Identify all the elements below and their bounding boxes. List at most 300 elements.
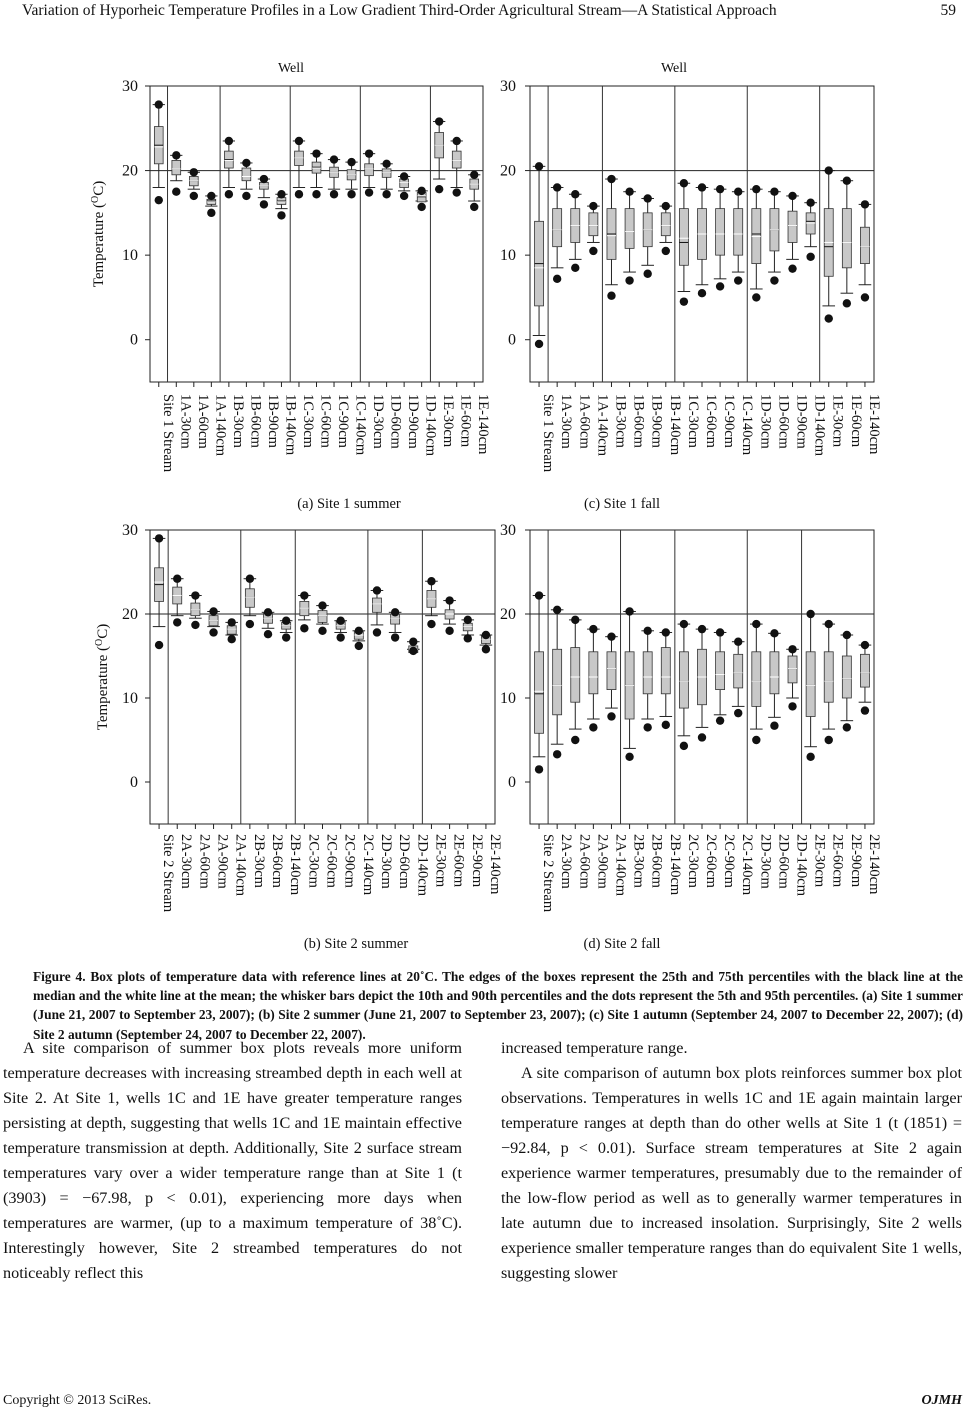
p95-dot bbox=[589, 625, 597, 633]
x-tick-label: 2B-140cm bbox=[287, 834, 304, 896]
p95-dot bbox=[553, 183, 561, 191]
x-tick-label: 2D-60cm bbox=[775, 834, 792, 889]
y-tick-label: 20 bbox=[500, 162, 516, 180]
x-tick-label: Site 2 Stream bbox=[540, 834, 557, 913]
box bbox=[365, 164, 374, 176]
p95-dot bbox=[482, 631, 490, 639]
x-tick-label: 2C-30cm bbox=[305, 834, 322, 888]
p95-dot bbox=[825, 620, 833, 628]
p5-dot bbox=[155, 196, 163, 204]
p5-dot bbox=[662, 247, 670, 255]
p95-dot bbox=[453, 137, 461, 145]
p95-dot bbox=[225, 137, 233, 145]
left-column bbox=[3, 1036, 462, 1286]
y-tick-label: 0 bbox=[508, 774, 516, 791]
x-tick-label: 2E-140cm bbox=[486, 834, 503, 895]
x-tick-label: 1A-30cm bbox=[558, 394, 575, 449]
x-tick-label: 2C-90cm bbox=[341, 834, 358, 888]
x-tick-label: 2D-30cm bbox=[377, 834, 394, 889]
p95-dot bbox=[535, 162, 543, 170]
box bbox=[788, 211, 797, 242]
box bbox=[571, 648, 580, 703]
well-label: Well bbox=[660, 61, 688, 76]
p95-dot bbox=[330, 155, 338, 163]
p95-dot bbox=[643, 627, 651, 635]
x-tick-label: 1B-140cm bbox=[282, 394, 299, 456]
p5-dot bbox=[752, 293, 760, 301]
p5-dot bbox=[417, 203, 425, 211]
p95-dot bbox=[190, 168, 198, 176]
p95-dot bbox=[625, 607, 633, 615]
p95-dot bbox=[680, 179, 688, 187]
plot-frame bbox=[150, 530, 495, 824]
box bbox=[242, 168, 251, 181]
p95-dot bbox=[435, 117, 443, 125]
p5-dot bbox=[643, 723, 651, 731]
p95-dot bbox=[228, 618, 236, 626]
p95-dot bbox=[734, 188, 742, 196]
box bbox=[589, 652, 598, 694]
p5-dot bbox=[209, 628, 217, 636]
p5-dot bbox=[445, 627, 453, 635]
panel-label: (d) Site 2 fall bbox=[583, 936, 661, 952]
p95-dot bbox=[242, 159, 250, 167]
p5-dot bbox=[734, 276, 742, 284]
p5-dot bbox=[355, 642, 363, 650]
p95-dot bbox=[295, 137, 303, 145]
panel-label: (b) Site 2 summer bbox=[303, 936, 409, 952]
x-tick-label: 2B-30cm bbox=[630, 834, 647, 888]
x-tick-label: 1B-60cm bbox=[247, 394, 264, 448]
box bbox=[788, 656, 797, 683]
x-tick-label: 1B-30cm bbox=[612, 394, 629, 448]
paragraph: A site comparison of autumn box plots reinforces summer box plot observations. Temperatures in wells 1C and 1E again maintain larger temperature ranges at depth than do other wells at Site 1 (t (1851) = −92.84, p < 0.01). Surface stream temperatures at Site 2 again experience warmer temperatures, presumably due to the remainder of the low-flow period as well as to generally warmer temperatures in late autumn due to increased insolation. Surprisingly, Site 2 wells experience smaller temperature ranges than do equivalent Site 1 wells, suggesting slower bbox=[501, 1064, 962, 1282]
p5-dot bbox=[242, 192, 250, 200]
x-tick-label: 2A-90cm bbox=[594, 834, 611, 889]
box bbox=[734, 654, 743, 688]
p95-dot bbox=[209, 607, 217, 615]
x-tick-label: 1D-90cm bbox=[405, 394, 422, 449]
p5-dot bbox=[535, 765, 543, 773]
p95-dot bbox=[417, 187, 425, 195]
p5-dot bbox=[409, 647, 417, 655]
x-tick-label: 2E-90cm bbox=[847, 834, 864, 888]
p5-dot bbox=[173, 618, 181, 626]
p95-dot bbox=[680, 620, 688, 628]
p95-dot bbox=[400, 172, 408, 180]
p95-dot bbox=[716, 628, 724, 636]
p95-dot bbox=[589, 202, 597, 210]
y-tick-label: 10 bbox=[500, 690, 516, 707]
p5-dot bbox=[806, 253, 814, 261]
x-tick-label: 1C-140cm bbox=[352, 394, 369, 456]
box bbox=[318, 611, 327, 623]
x-tick-label: 1B-60cm bbox=[630, 394, 647, 448]
p95-dot bbox=[825, 166, 833, 174]
x-tick-label: 1E-60cm bbox=[457, 394, 474, 448]
x-tick-label: 1A-60cm bbox=[194, 394, 211, 449]
p95-dot bbox=[277, 190, 285, 198]
x-tick-label: 2D-140cm bbox=[793, 834, 810, 897]
p5-dot bbox=[300, 624, 308, 632]
p95-dot bbox=[571, 616, 579, 624]
panel-label: (c) Site 1 fall bbox=[583, 496, 661, 512]
x-tick-label: 1D-60cm bbox=[387, 394, 404, 449]
p95-dot bbox=[464, 616, 472, 624]
p5-dot bbox=[571, 736, 579, 744]
x-tick-label: 2C-60cm bbox=[323, 834, 340, 888]
p5-dot bbox=[470, 203, 478, 211]
p95-dot bbox=[752, 185, 760, 193]
p95-dot bbox=[207, 192, 215, 200]
box bbox=[716, 209, 725, 256]
x-tick-label: 1B-30cm bbox=[229, 394, 246, 448]
p5-dot bbox=[225, 190, 233, 198]
p5-dot bbox=[435, 185, 443, 193]
p5-dot bbox=[260, 200, 268, 208]
p95-dot bbox=[155, 534, 163, 542]
p95-dot bbox=[260, 175, 268, 183]
p5-dot bbox=[191, 621, 199, 629]
p5-dot bbox=[571, 264, 579, 272]
y-axis-label: Temperature ($^O$C) bbox=[89, 180, 107, 288]
y-axis-label: Temperature ($^O$C) bbox=[93, 623, 111, 731]
p95-dot bbox=[843, 631, 851, 639]
p5-dot bbox=[172, 188, 180, 196]
x-tick-label: 2E-30cm bbox=[432, 834, 449, 888]
p95-dot bbox=[391, 608, 399, 616]
p95-dot bbox=[318, 601, 326, 609]
box bbox=[842, 209, 851, 268]
y-tick-label: 30 bbox=[122, 522, 138, 539]
p5-dot bbox=[553, 275, 561, 283]
p5-dot bbox=[716, 716, 724, 724]
p95-dot bbox=[427, 577, 435, 585]
p95-dot bbox=[788, 192, 796, 200]
x-tick-label: 1C-30cm bbox=[684, 394, 701, 448]
p5-dot bbox=[662, 721, 670, 729]
x-tick-label: 2D-140cm bbox=[414, 834, 431, 897]
y-tick-label: 10 bbox=[122, 247, 138, 265]
box bbox=[535, 652, 544, 733]
p95-dot bbox=[698, 625, 706, 633]
x-tick-label: 1D-60cm bbox=[775, 394, 792, 449]
box bbox=[661, 648, 670, 694]
p95-dot bbox=[698, 183, 706, 191]
p95-dot bbox=[282, 617, 290, 625]
p5-dot bbox=[155, 641, 163, 649]
p5-dot bbox=[825, 314, 833, 322]
x-tick-label: 1D-30cm bbox=[757, 394, 774, 449]
p95-dot bbox=[752, 620, 760, 628]
x-tick-label: 1E-140cm bbox=[865, 394, 882, 455]
p5-dot bbox=[806, 753, 814, 761]
p5-dot bbox=[277, 211, 285, 219]
box bbox=[553, 649, 562, 715]
box bbox=[716, 652, 725, 690]
y-tick-label: 30 bbox=[122, 78, 138, 95]
p5-dot bbox=[843, 299, 851, 307]
p5-dot bbox=[312, 190, 320, 198]
p5-dot bbox=[680, 297, 688, 305]
y-tick-label: 30 bbox=[500, 78, 516, 95]
x-tick-label: 2C-140cm bbox=[359, 834, 376, 896]
p5-dot bbox=[698, 733, 706, 741]
p95-dot bbox=[806, 610, 814, 618]
box bbox=[553, 209, 562, 247]
box bbox=[752, 652, 761, 707]
x-tick-label: 1E-30cm bbox=[440, 394, 457, 448]
p95-dot bbox=[770, 188, 778, 196]
p5-dot bbox=[336, 633, 344, 641]
x-tick-label: 2A-60cm bbox=[576, 834, 593, 889]
x-tick-label: 2A-30cm bbox=[558, 834, 575, 889]
y-tick-label: 20 bbox=[122, 606, 138, 623]
p5-dot bbox=[861, 293, 869, 301]
p95-dot bbox=[571, 190, 579, 198]
x-tick-label: Site 2 Stream bbox=[160, 834, 177, 913]
x-tick-label: 1E-60cm bbox=[847, 394, 864, 448]
copyright: Copyright © 2013 SciRes. bbox=[3, 1393, 152, 1408]
x-tick-label: 2E-140cm bbox=[865, 834, 882, 895]
p5-dot bbox=[295, 190, 303, 198]
box bbox=[806, 652, 815, 717]
p95-dot bbox=[264, 608, 272, 616]
p95-dot bbox=[355, 627, 363, 635]
box bbox=[770, 652, 779, 694]
p95-dot bbox=[806, 199, 814, 207]
box bbox=[842, 656, 851, 698]
p5-dot bbox=[382, 190, 390, 198]
box bbox=[679, 209, 688, 266]
p5-dot bbox=[453, 188, 461, 196]
x-tick-label: 2C-90cm bbox=[721, 834, 738, 888]
journal-abbrev: OJMH bbox=[921, 1393, 962, 1408]
x-tick-label: 2E-60cm bbox=[450, 834, 467, 888]
p5-dot bbox=[264, 630, 272, 638]
box bbox=[679, 652, 688, 708]
right-column bbox=[501, 1036, 962, 1286]
p95-dot bbox=[643, 194, 651, 202]
p5-dot bbox=[825, 736, 833, 744]
box bbox=[860, 227, 869, 263]
page-number: 59 bbox=[940, 2, 956, 19]
running-title: Variation of Hyporheic Temperature Profiles in a Low Gradient Third-Order Agricultural Stream—A Statistical Approach bbox=[22, 2, 777, 19]
p95-dot bbox=[662, 628, 670, 636]
y-tick-label: 10 bbox=[122, 690, 138, 707]
x-tick-label: 2B-60cm bbox=[269, 834, 286, 888]
x-tick-label: 1B-140cm bbox=[666, 394, 683, 456]
p95-dot bbox=[843, 177, 851, 185]
p95-dot bbox=[409, 638, 417, 646]
x-tick-label: 2E-60cm bbox=[829, 834, 846, 888]
box bbox=[372, 598, 381, 612]
p5-dot bbox=[643, 270, 651, 278]
p5-dot bbox=[373, 628, 381, 636]
p5-dot bbox=[589, 247, 597, 255]
y-tick-label: 0 bbox=[508, 331, 516, 349]
x-tick-label: 2C-60cm bbox=[703, 834, 719, 888]
x-tick-label: 2E-30cm bbox=[811, 834, 828, 888]
p95-dot bbox=[300, 591, 308, 599]
plot-frame bbox=[150, 86, 483, 382]
x-tick-label: 2D-30cm bbox=[757, 834, 774, 889]
p95-dot bbox=[770, 629, 778, 637]
y-tick-label: 20 bbox=[122, 162, 138, 180]
p95-dot bbox=[607, 175, 615, 183]
p5-dot bbox=[190, 192, 198, 200]
x-tick-label: 1C-140cm bbox=[739, 394, 756, 456]
p5-dot bbox=[427, 620, 435, 628]
x-tick-label: 1A-60cm bbox=[576, 394, 593, 449]
p5-dot bbox=[843, 723, 851, 731]
box bbox=[382, 169, 391, 177]
box bbox=[227, 626, 236, 634]
x-tick-label: 2A-90cm bbox=[214, 834, 231, 889]
p95-dot bbox=[347, 158, 355, 166]
p5-dot bbox=[207, 209, 215, 217]
p95-dot bbox=[172, 151, 180, 159]
p95-dot bbox=[382, 160, 390, 168]
x-tick-label: 1A-140cm bbox=[212, 394, 229, 457]
box bbox=[860, 654, 869, 687]
y-tick-label: 0 bbox=[130, 331, 138, 349]
y-tick-label: 20 bbox=[500, 606, 516, 623]
x-tick-label: 1B-90cm bbox=[648, 394, 665, 448]
p5-dot bbox=[330, 190, 338, 198]
p95-dot bbox=[445, 596, 453, 604]
paragraph: increased temperature range. bbox=[501, 1039, 688, 1057]
p5-dot bbox=[752, 736, 760, 744]
x-tick-label: 2D-60cm bbox=[396, 834, 413, 889]
x-tick-label: 1A-140cm bbox=[594, 394, 611, 457]
x-tick-label: 2C-30cm bbox=[684, 834, 701, 888]
x-tick-label: 1A-30cm bbox=[177, 394, 194, 449]
p95-dot bbox=[470, 171, 478, 179]
p95-dot bbox=[312, 149, 320, 157]
p95-dot bbox=[861, 641, 869, 649]
p5-dot bbox=[680, 742, 688, 750]
box bbox=[824, 652, 833, 702]
panel-label: (a) Site 1 summer bbox=[297, 496, 401, 512]
p5-dot bbox=[391, 633, 399, 641]
p5-dot bbox=[734, 709, 742, 717]
p95-dot bbox=[553, 606, 561, 614]
p95-dot bbox=[373, 586, 381, 594]
p95-dot bbox=[861, 200, 869, 208]
x-tick-label: 1D-140cm bbox=[422, 394, 439, 457]
x-tick-label: 1E-30cm bbox=[829, 394, 846, 448]
p5-dot bbox=[716, 282, 724, 290]
p5-dot bbox=[625, 753, 633, 761]
x-tick-label: 2A-140cm bbox=[612, 834, 629, 897]
p5-dot bbox=[464, 634, 472, 642]
figure-caption: Figure 4. Box plots of temperature data with reference lines at 20˚C. The edges of the boxes represent the 25th and 75th percentiles with the black line at the median and the white line at the mean; the whisker bars depict the 10th and 90th percentiles and the dots represent the 5th and 95th percentiles. (a) Site 1 summer (June 21, 2007 to September 23, 2007); (b) Site 2 summer (June 21, 2007 to September 23, 2007); (c) Site 1 autumn (September 24, 2007 to December 22, 2007); (d) Site 2 autumn (September 24, 2007 to December 22, 2007). bbox=[33, 969, 963, 1042]
y-tick-label: 30 bbox=[500, 522, 516, 539]
p95-dot bbox=[788, 645, 796, 653]
p5-dot bbox=[365, 188, 373, 196]
p95-dot bbox=[365, 149, 373, 157]
x-tick-label: 2B-30cm bbox=[250, 834, 267, 888]
x-tick-label: 2B-60cm bbox=[648, 834, 665, 888]
p95-dot bbox=[734, 638, 742, 646]
x-tick-label: 2A-30cm bbox=[178, 834, 195, 889]
x-tick-label: 2B-140cm bbox=[666, 834, 683, 896]
p95-dot bbox=[155, 100, 163, 108]
x-tick-label: 2A-60cm bbox=[196, 834, 213, 889]
p95-dot bbox=[535, 591, 543, 599]
p95-dot bbox=[716, 185, 724, 193]
box bbox=[734, 209, 743, 256]
box bbox=[589, 213, 598, 236]
p5-dot bbox=[770, 722, 778, 730]
x-tick-label: 2A-140cm bbox=[232, 834, 249, 897]
well-label: Well bbox=[277, 61, 305, 76]
p5-dot bbox=[770, 276, 778, 284]
x-tick-label: 1C-90cm bbox=[721, 394, 738, 448]
x-tick-label: 1C-30cm bbox=[299, 394, 316, 448]
p5-dot bbox=[861, 706, 869, 714]
p5-dot bbox=[788, 702, 796, 710]
p95-dot bbox=[173, 575, 181, 583]
box bbox=[625, 209, 634, 249]
p95-dot bbox=[246, 575, 254, 583]
box bbox=[643, 652, 652, 694]
box bbox=[661, 213, 670, 236]
p5-dot bbox=[607, 292, 615, 300]
p5-dot bbox=[282, 633, 290, 641]
p5-dot bbox=[400, 192, 408, 200]
p5-dot bbox=[318, 627, 326, 635]
p5-dot bbox=[788, 264, 796, 272]
p95-dot bbox=[625, 188, 633, 196]
p95-dot bbox=[336, 617, 344, 625]
x-tick-label: Site 1 Stream bbox=[159, 394, 176, 473]
p5-dot bbox=[589, 723, 597, 731]
box bbox=[245, 589, 254, 607]
p95-dot bbox=[662, 202, 670, 210]
x-tick-label: 1D-140cm bbox=[811, 394, 828, 457]
y-tick-label: 10 bbox=[500, 247, 516, 265]
p5-dot bbox=[482, 645, 490, 653]
x-tick-label: Site 1 Stream bbox=[540, 394, 557, 473]
p5-dot bbox=[625, 276, 633, 284]
p5-dot bbox=[698, 289, 706, 297]
p5-dot bbox=[553, 750, 561, 758]
x-tick-label: 1D-90cm bbox=[793, 394, 810, 449]
p5-dot bbox=[607, 712, 615, 720]
p5-dot bbox=[228, 635, 236, 643]
x-tick-label: 1B-90cm bbox=[264, 394, 281, 448]
x-tick-label: 1E-140cm bbox=[475, 394, 492, 455]
x-tick-label: 1D-30cm bbox=[370, 394, 387, 449]
box bbox=[607, 652, 616, 690]
p5-dot bbox=[246, 620, 254, 628]
y-tick-label: 0 bbox=[130, 774, 138, 791]
p5-dot bbox=[535, 340, 543, 348]
x-tick-label: 1C-60cm bbox=[317, 394, 334, 448]
p95-dot bbox=[607, 632, 615, 640]
box bbox=[172, 160, 181, 174]
p5-dot bbox=[347, 190, 355, 198]
paragraph: A site comparison of summer box plots reveals more uniform temperature decreases with increasing streambed depth in each well at Site 2. At Site 1, wells 1C and 1E have greater temperature ranges persisting at depth, suggesting that wells 1C and 1E maintain effective temperature transmission at depth. Additionally, Site 2 surface stream temperatures vary over a wider temperature range than at Site 1 (t (3903) = −67.98, p < 0.01), experiencing more days when temperatures are warmer, (up to a maximum temperature of 38˚C). Interestingly however, Site 2 streambed temperatures do not noticeably reflect this bbox=[3, 1039, 462, 1282]
box bbox=[452, 151, 461, 168]
x-tick-label: 2E-90cm bbox=[468, 834, 485, 888]
x-tick-label: 1C-60cm bbox=[703, 394, 719, 448]
x-tick-label: 2C-140cm bbox=[739, 834, 756, 896]
x-tick-label: 1C-90cm bbox=[335, 394, 352, 448]
p95-dot bbox=[191, 591, 199, 599]
